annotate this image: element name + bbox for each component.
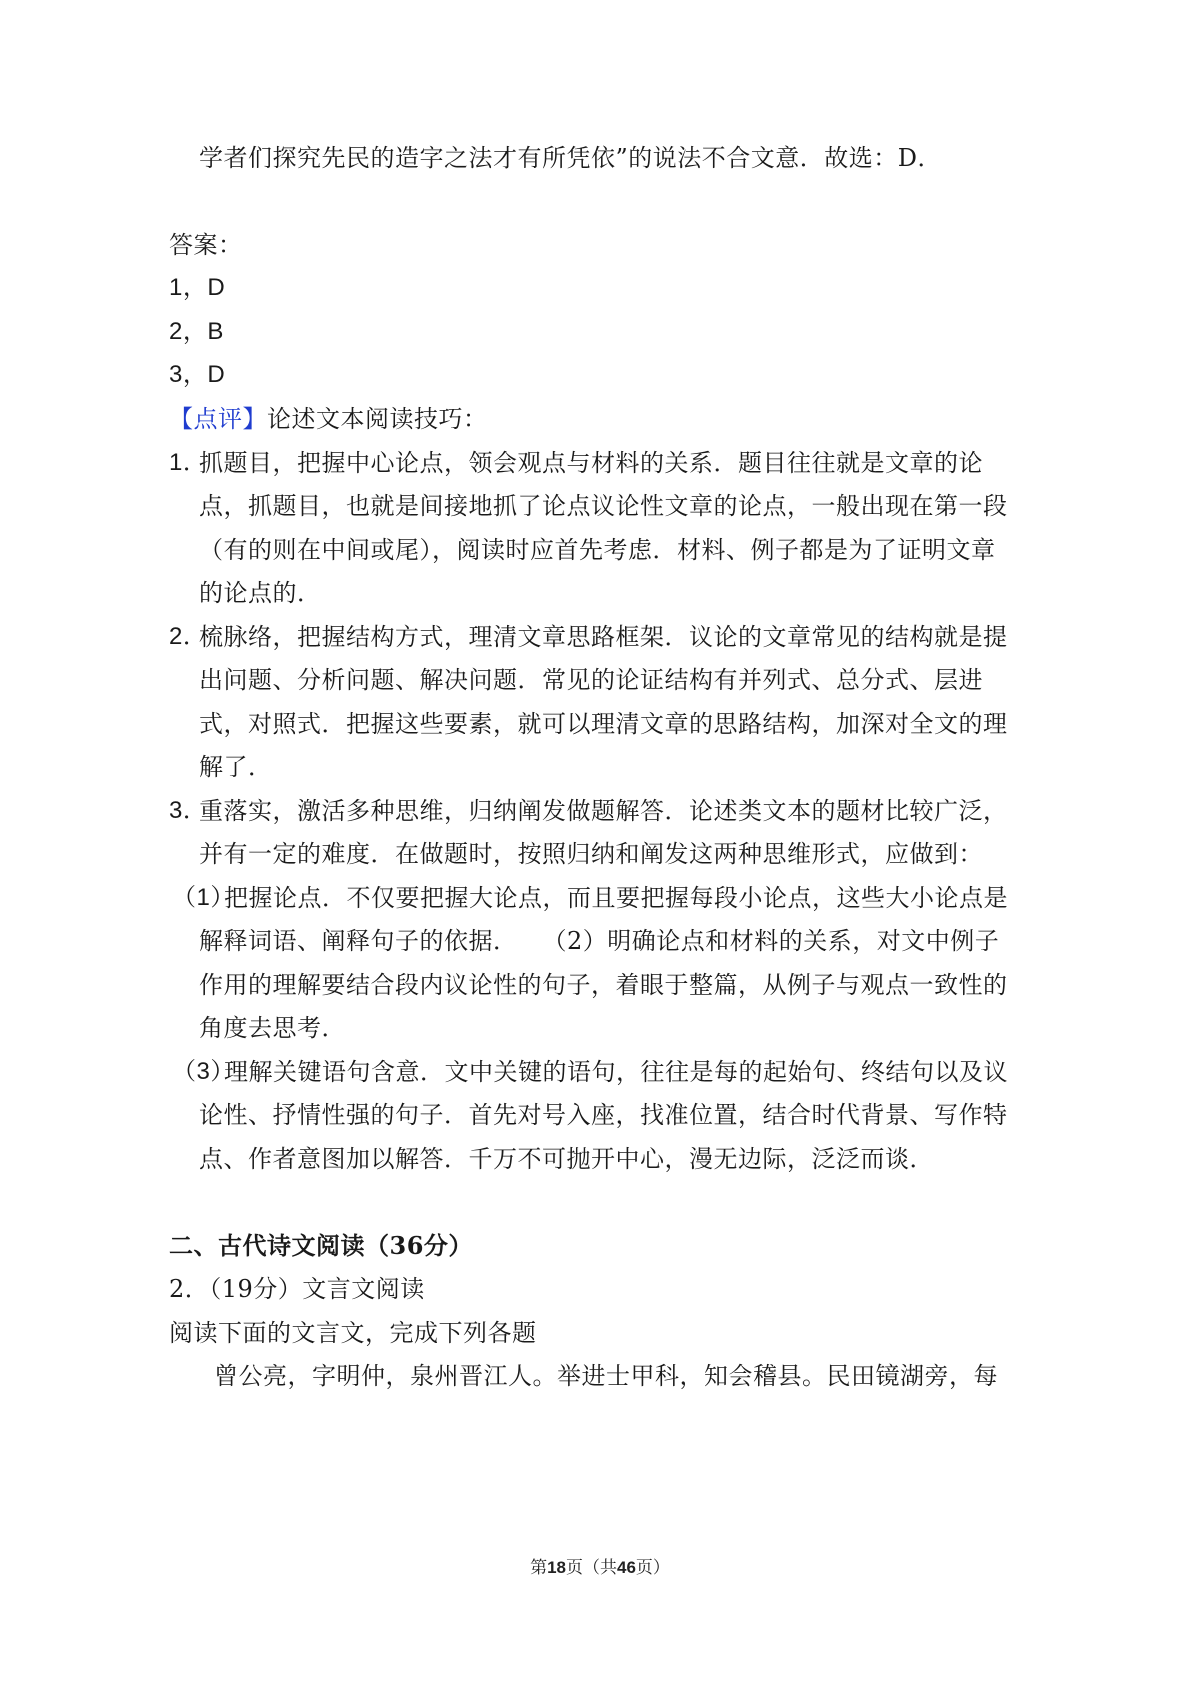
subpoint-text: 点、作者意图加以解答．千万不可抛开中心，漫无边际，泛泛而谈． bbox=[199, 1145, 934, 1173]
intro-line: 学者们探究先民的造字之法才有所凭依”的说法不合文意．故选：D． bbox=[199, 144, 943, 172]
answer-item: 2，B bbox=[169, 318, 224, 345]
question-title: 2．（19分）文言文阅读 bbox=[169, 1275, 425, 1303]
subpoint-number: （3） bbox=[172, 1058, 235, 1085]
subpoint-text: 把握论点．不仅要把握大论点，而且要把握每段小论点，这些大小论点是 bbox=[224, 884, 1008, 912]
point-number: 1． bbox=[169, 449, 208, 476]
footer-prefix: 第 bbox=[530, 1558, 548, 1578]
footer-total-pages: 46 bbox=[617, 1558, 636, 1577]
footer-page-number: 18 bbox=[547, 1558, 566, 1577]
point-text: （有的则在中间或尾），阅读时应首先考虑．材料、例子都是为了证明文章 bbox=[199, 536, 996, 564]
subpoint-number: （1） bbox=[172, 884, 235, 911]
answer-item: 3，D bbox=[169, 361, 226, 388]
point-text: 点，抓题目，也就是间接地抓了论点议论性文章的论点，一般出现在第一段 bbox=[199, 492, 1008, 520]
review-title: 论述文本阅读技巧： bbox=[267, 405, 488, 433]
subpoint-text: 理解关键语句含意．文中关键的语句，往往是每的起始句、终结句以及议 bbox=[224, 1058, 1008, 1086]
subpoint-text: 角度去思考． bbox=[199, 1014, 346, 1042]
passage-text: 曾公亮，字明仲，泉州晋江人。举进士甲科，知会稽县。民田镜湖旁，每 bbox=[214, 1362, 998, 1390]
point-text: 重落实，激活多种思维，归纳阐发做题解答．论述类文本的题材比较广泛， bbox=[199, 797, 1008, 825]
point-text: 抓题目，把握中心论点，领会观点与材料的关系．题目往往就是文章的论 bbox=[199, 449, 983, 477]
point-text: 式，对照式．把握这些要素，就可以理清文章的思路结构，加深对全文的理 bbox=[199, 710, 1008, 738]
point-text: 并有一定的难度．在做题时，按照归纳和阐发这两种思维形式，应做到： bbox=[199, 840, 983, 868]
subpoint-text: 解释词语、阐释句子的依据． （2）明确论点和材料的关系，对文中例子 bbox=[199, 927, 1000, 955]
review-tag: 【点评】 bbox=[169, 405, 267, 433]
point-text: 解了． bbox=[199, 753, 273, 781]
footer-suffix: 页） bbox=[635, 1558, 670, 1578]
point-text: 的论点的． bbox=[199, 579, 322, 607]
question-instruction: 阅读下面的文言文，完成下列各题 bbox=[169, 1319, 537, 1347]
footer-middle: 页（共 bbox=[566, 1558, 617, 1578]
point-text: 出问题、分析问题、解决问题．常见的论证结构有并列式、总分式、层进 bbox=[199, 666, 983, 694]
subpoint-text: 论性、抒情性强的句子．首先对号入座，找准位置，结合时代背景、写作特 bbox=[199, 1101, 1008, 1129]
section-heading: 二、古代诗文阅读（36分） bbox=[169, 1231, 473, 1260]
answers-label: 答案： bbox=[169, 231, 243, 259]
point-number: 2． bbox=[169, 623, 208, 650]
point-text: 梳脉络，把握结构方式，理清文章思路框架．议论的文章常见的结构就是提 bbox=[199, 623, 1008, 651]
page-footer bbox=[0, 1556, 1200, 1580]
point-number: 3． bbox=[169, 797, 208, 824]
subpoint-text: 作用的理解要结合段内议论性的句子，着眼于整篇，从例子与观点一致性的 bbox=[199, 971, 1008, 999]
answer-item: 1，D bbox=[169, 274, 226, 301]
review-heading bbox=[169, 402, 488, 436]
